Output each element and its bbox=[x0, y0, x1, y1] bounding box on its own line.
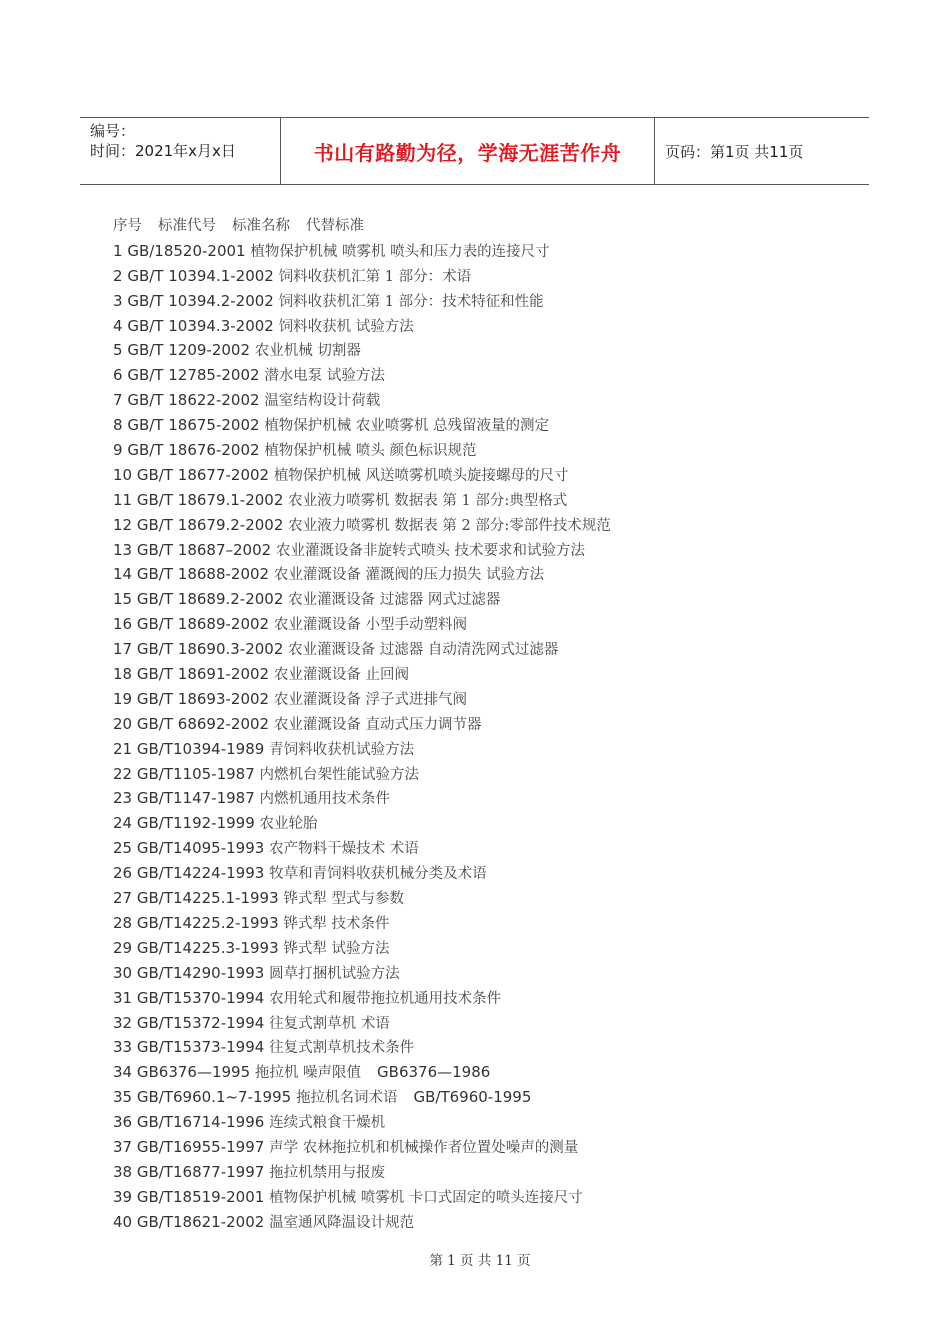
standard-code: GB/T 1209-2002 bbox=[127, 341, 250, 360]
standard-name: 拖拉机禁用与报废 bbox=[269, 1164, 386, 1181]
standard-number: 38 bbox=[113, 1162, 133, 1181]
document-number-label: 编号： bbox=[90, 122, 136, 140]
standard-code: GB/T 18691-2002 bbox=[136, 665, 270, 684]
list-item bbox=[113, 811, 833, 836]
standard-name: 农业灌溉设备 小型手动塑料阀 bbox=[273, 617, 467, 634]
standard-name: 温室结构设计荷载 bbox=[264, 393, 381, 410]
standard-name: 往复式割草机 术语 bbox=[269, 1015, 390, 1032]
standard-name: 农业灌溉设备 过滤器 网式过滤器 bbox=[288, 592, 501, 609]
standard-name: 农业灌溉设备非旋转式喷头 技术要求和试验方法 bbox=[275, 542, 586, 559]
standard-number: 21 bbox=[113, 739, 133, 758]
standard-number: 22 bbox=[113, 764, 133, 783]
standard-code: GB/T 18687–2002 bbox=[136, 540, 272, 559]
standard-name: 饲料收获机汇第 1 部分：技术特征和性能 bbox=[278, 293, 544, 310]
standard-code: GB/T14095-1993 bbox=[136, 839, 265, 858]
standard-code: GB/T16877-1997 bbox=[136, 1162, 265, 1181]
standard-name: 农业液力喷雾机 数据表 第 2 部分:零部件技术规范 bbox=[288, 517, 611, 534]
page-footer: 第 1 页 共 11 页 bbox=[429, 1253, 531, 1269]
list-item bbox=[113, 836, 833, 861]
list-item bbox=[113, 786, 833, 811]
standard-name: 植物保护机械 农业喷雾机 总残留液量的测定 bbox=[264, 418, 550, 435]
standard-code: GB/T 18677-2002 bbox=[136, 465, 270, 484]
standard-number: 23 bbox=[113, 789, 133, 808]
standard-name: 植物保护机械 喷雾机 喷头和压力表的连接尺寸 bbox=[250, 243, 550, 260]
standard-number: 20 bbox=[113, 714, 133, 733]
list-item bbox=[113, 488, 833, 513]
list-item bbox=[113, 239, 833, 264]
list-item bbox=[113, 289, 833, 314]
standard-code: GB/T 18676-2002 bbox=[127, 441, 260, 460]
standard-name: 潜水电泵 试验方法 bbox=[264, 368, 385, 385]
list-item bbox=[113, 1135, 833, 1160]
standard-name: 内燃机通用技术条件 bbox=[259, 791, 391, 808]
standard-number: 33 bbox=[113, 1038, 133, 1057]
standard-name: 农业灌溉设备 过滤器 自动清洗网式过滤器 bbox=[288, 642, 559, 659]
standard-number: 11 bbox=[113, 490, 133, 509]
list-item bbox=[113, 1085, 833, 1110]
standard-code: GB/T 12785-2002 bbox=[127, 366, 260, 385]
page-header bbox=[80, 117, 869, 185]
list-item bbox=[113, 264, 833, 289]
list-item bbox=[113, 1011, 833, 1036]
standard-code: GB/T 18688-2002 bbox=[136, 565, 270, 584]
standard-name: 内燃机台架性能试验方法 bbox=[259, 766, 420, 783]
standard-name: 连续式粮食干燥机 bbox=[269, 1115, 386, 1132]
list-item bbox=[113, 314, 833, 339]
standard-name: 圆草打捆机试验方法 bbox=[269, 965, 400, 982]
standard-code: GB/T18621-2002 bbox=[136, 1212, 265, 1231]
standard-name: 拖拉机 噪声限值 bbox=[254, 1065, 362, 1082]
standard-name: 铧式犁 技术条件 bbox=[283, 915, 390, 932]
standard-number: 15 bbox=[113, 590, 133, 609]
header-info-cell bbox=[80, 118, 281, 184]
list-item bbox=[113, 986, 833, 1011]
standard-code: GB/T16714-1996 bbox=[136, 1113, 265, 1132]
list-item bbox=[113, 463, 833, 488]
standard-name: 植物保护机械 喷雾机 卡口式固定的喷头连接尺寸 bbox=[269, 1189, 583, 1206]
standard-code: GB/T 18679.1-2002 bbox=[136, 490, 284, 509]
standard-number: 30 bbox=[113, 963, 133, 982]
list-item bbox=[113, 637, 833, 662]
standard-number: 4 bbox=[113, 316, 123, 335]
standard-number: 2 bbox=[113, 266, 123, 285]
replaced-standard: GB/T6960-1995 bbox=[413, 1088, 532, 1107]
list-item bbox=[113, 1185, 833, 1210]
standard-code: GB/T 10394.3-2002 bbox=[127, 316, 274, 335]
standard-code: GB/T 18693-2002 bbox=[136, 689, 270, 708]
standard-name: 农业液力喷雾机 数据表 第 1 部分:典型格式 bbox=[288, 492, 568, 509]
list-item bbox=[113, 1035, 833, 1060]
standard-number: 17 bbox=[113, 640, 133, 659]
list-item bbox=[113, 936, 833, 961]
list-item bbox=[113, 562, 833, 587]
standard-number: 27 bbox=[113, 889, 133, 908]
standard-number: 28 bbox=[113, 913, 133, 932]
standard-number: 1 bbox=[113, 241, 123, 260]
standard-code: GB/T 18690.3-2002 bbox=[136, 640, 284, 659]
standard-number: 16 bbox=[113, 615, 133, 634]
list-item bbox=[113, 762, 833, 787]
list-item bbox=[113, 413, 833, 438]
standard-number: 6 bbox=[113, 366, 123, 385]
list-item bbox=[113, 911, 833, 936]
standard-number: 3 bbox=[113, 291, 123, 310]
standard-number: 39 bbox=[113, 1187, 133, 1206]
standard-code: GB/T 10394.1-2002 bbox=[127, 266, 274, 285]
standard-number: 35 bbox=[113, 1088, 133, 1107]
standard-code: GB/T 18675-2002 bbox=[127, 416, 260, 435]
standard-number: 12 bbox=[113, 515, 133, 534]
standards-list bbox=[113, 214, 833, 1235]
standard-number: 31 bbox=[113, 988, 133, 1007]
standard-code: GB/T15372-1994 bbox=[136, 1013, 265, 1032]
column-header-code: 标准代号 bbox=[158, 218, 216, 234]
list-item bbox=[113, 388, 833, 413]
standard-code: GB/T15370-1994 bbox=[136, 988, 265, 1007]
standard-name: 拖拉机名词术语 bbox=[295, 1090, 398, 1107]
standard-number: 18 bbox=[113, 665, 133, 684]
list-item bbox=[113, 1160, 833, 1185]
standard-name: 农业轮胎 bbox=[259, 816, 318, 833]
list-item bbox=[113, 687, 833, 712]
standard-name: 农用轮式和履带拖拉机通用技术条件 bbox=[269, 990, 502, 1007]
standard-name: 农业机械 切割器 bbox=[254, 343, 361, 360]
standard-number: 32 bbox=[113, 1013, 133, 1032]
standard-code: GB/T10394-1989 bbox=[136, 739, 265, 758]
standard-code: GB/T 18689.2-2002 bbox=[136, 590, 284, 609]
standard-code: GB/T14225.1-1993 bbox=[136, 889, 279, 908]
standard-name: 声学 农林拖拉机和机械操作者位置处噪声的测量 bbox=[269, 1139, 579, 1156]
standard-number: 7 bbox=[113, 391, 123, 410]
standard-name: 铧式犁 试验方法 bbox=[283, 940, 390, 957]
standard-code: GB/T14225.3-1993 bbox=[136, 938, 279, 957]
standard-name: 农业灌溉设备 灌溉阀的压力损失 试验方法 bbox=[273, 567, 545, 584]
standard-name: 农业灌溉设备 浮子式进排气阀 bbox=[273, 691, 467, 708]
standard-code: GB/18520-2001 bbox=[127, 241, 246, 260]
replaced-standard: GB6376—1986 bbox=[377, 1063, 491, 1082]
standard-name: 植物保护机械 风送喷雾机喷头旋接螺母的尺寸 bbox=[273, 467, 569, 484]
list-item bbox=[113, 961, 833, 986]
list-item bbox=[113, 1210, 833, 1235]
standard-number: 40 bbox=[113, 1212, 133, 1231]
list-item bbox=[113, 363, 833, 388]
standard-code: GB/T1105-1987 bbox=[136, 764, 255, 783]
standard-number: 36 bbox=[113, 1113, 133, 1132]
standard-name: 植物保护机械 喷头 颜色标识规范 bbox=[264, 443, 477, 460]
list-item bbox=[113, 438, 833, 463]
standard-number: 37 bbox=[113, 1137, 133, 1156]
standard-name: 往复式割草机技术条件 bbox=[269, 1040, 415, 1057]
standard-code: GB/T6960.1~7-1995 bbox=[136, 1088, 292, 1107]
list-item bbox=[113, 1060, 833, 1085]
list-item bbox=[113, 513, 833, 538]
column-header-name: 标准名称 bbox=[232, 218, 290, 234]
column-header-no: 序号 bbox=[113, 218, 142, 234]
standard-code: GB/T1192-1999 bbox=[136, 814, 255, 833]
header-page-number: 页码：第1页 共11页 bbox=[665, 142, 804, 161]
standard-code: GB/T1147-1987 bbox=[136, 789, 255, 808]
standard-number: 14 bbox=[113, 565, 133, 584]
standard-code: GB/T 68692-2002 bbox=[136, 714, 270, 733]
standard-number: 24 bbox=[113, 814, 133, 833]
list-item bbox=[113, 662, 833, 687]
standard-name: 饲料收获机汇第 1 部分：术语 bbox=[278, 268, 472, 285]
standard-name: 铧式犁 型式与参数 bbox=[283, 891, 405, 908]
standard-code: GB/T 18622-2002 bbox=[127, 391, 260, 410]
standard-name: 牧草和青饲料收获机械分类及术语 bbox=[269, 866, 487, 883]
standard-number: 19 bbox=[113, 689, 133, 708]
standard-name: 饲料收获机 试验方法 bbox=[278, 318, 414, 335]
standard-number: 5 bbox=[113, 341, 123, 360]
list-item bbox=[113, 737, 833, 762]
list-item bbox=[113, 712, 833, 737]
standard-name: 温室通风降温设计规范 bbox=[269, 1214, 415, 1231]
standard-code: GB/T16955-1997 bbox=[136, 1137, 265, 1156]
standard-name: 农产物料干燥技术 术语 bbox=[269, 841, 419, 858]
list-item bbox=[113, 1110, 833, 1135]
standard-code: GB/T15373-1994 bbox=[136, 1038, 265, 1057]
list-item bbox=[113, 886, 833, 911]
standard-code: GB6376—1995 bbox=[136, 1063, 251, 1082]
standard-code: GB/T14290-1993 bbox=[136, 963, 265, 982]
standards-rows bbox=[113, 239, 833, 1235]
standard-number: 26 bbox=[113, 864, 133, 883]
standard-number: 10 bbox=[113, 465, 133, 484]
header-motto: 书山有路勤为径，学海无涯苦作舟 bbox=[281, 118, 655, 184]
standard-number: 34 bbox=[113, 1063, 133, 1082]
list-item bbox=[113, 587, 833, 612]
list-item bbox=[113, 861, 833, 886]
standard-code: GB/T14225.2-1993 bbox=[136, 913, 279, 932]
standard-code: GB/T 18689-2002 bbox=[136, 615, 270, 634]
standard-code: GB/T 10394.2-2002 bbox=[127, 291, 274, 310]
list-item bbox=[113, 538, 833, 563]
standard-number: 9 bbox=[113, 441, 123, 460]
standard-name: 农业灌溉设备 止回阀 bbox=[273, 667, 409, 684]
list-item bbox=[113, 338, 833, 363]
standard-code: GB/T14224-1993 bbox=[136, 864, 265, 883]
standard-code: GB/T18519-2001 bbox=[136, 1187, 265, 1206]
standard-name: 农业灌溉设备 直动式压力调节器 bbox=[273, 716, 482, 733]
list-item bbox=[113, 612, 833, 637]
document-time-label: 时间：2021年x月x日 bbox=[90, 142, 236, 160]
standard-number: 29 bbox=[113, 938, 133, 957]
column-headers bbox=[113, 214, 833, 239]
standard-code: GB/T 18679.2-2002 bbox=[136, 515, 284, 534]
standard-number: 13 bbox=[113, 540, 133, 559]
standard-number: 8 bbox=[113, 416, 123, 435]
standard-number: 25 bbox=[113, 839, 133, 858]
standard-name: 青饲料收获机试验方法 bbox=[269, 741, 415, 758]
column-header-replace: 代替标准 bbox=[306, 218, 364, 234]
